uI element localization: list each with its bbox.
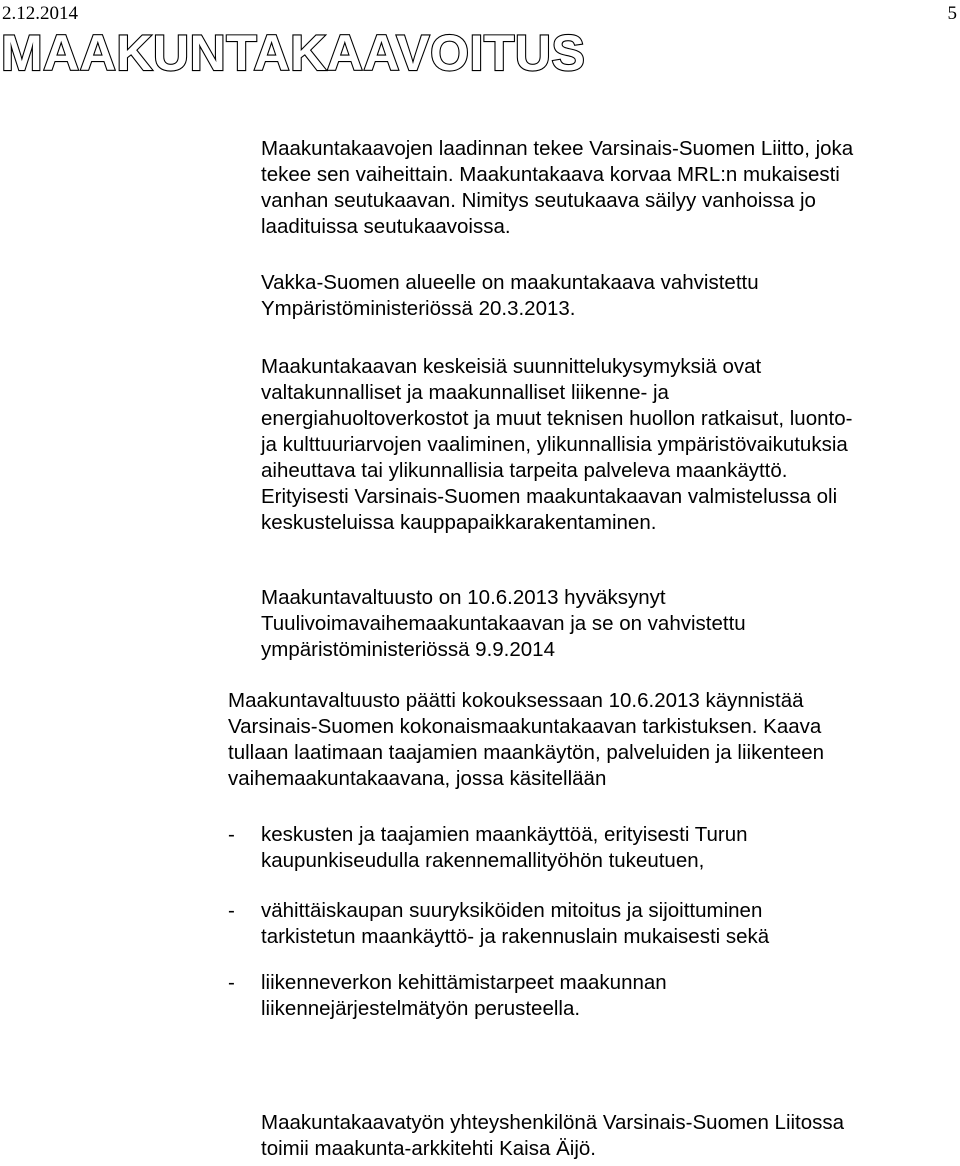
text-line: Varsinais-Suomen kokonaismaakuntakaavan tarkistuksen. Kaava (228, 715, 822, 738)
text-line: ympäristöministeriössä 9.9.2014 (261, 638, 555, 661)
text-line: laadituissa seutukaavoissa. (261, 215, 511, 238)
text-line: kaupunkiseudulla rakennemallityöhön tukeutuen, (261, 849, 705, 872)
text-line: energiahuoltoverkostot ja muut teknisen huollon ratkaisut, luonto- (261, 407, 853, 430)
text-line: vanhan seutukaavan. Nimitys seutukaava säilyy vanhoissa jo (261, 189, 816, 212)
text-line: valtakunnalliset ja maakunnalliset liikenne- ja (261, 381, 669, 404)
text-line: toimii maakunta-arkkitehti Kaisa Äijö. (261, 1137, 596, 1160)
page-number: 5 (947, 3, 957, 24)
text-line: keskusteluissa kauppapaikkarakentaminen. (261, 511, 657, 534)
text-line: tekee sen vaiheittain. Maakuntakaava korvaa MRL:n mukaisesti (261, 163, 840, 186)
text-line: aiheuttava tai ylikunnallisia tarpeita palveleva maankäyttö. (261, 459, 788, 482)
page-title: MAAKUNTAKAAVOITUS (1, 25, 586, 81)
paragraph-contact-person (261, 1110, 844, 1162)
paragraph-wind-power-plan (261, 585, 746, 663)
text-line: liikenneverkon kehittämistarpeet maakunnan (261, 971, 667, 994)
bullet-dash: - (228, 899, 235, 922)
text-line: Tuulivoimavaihemaakuntakaavan ja se on vahvistettu (261, 612, 746, 635)
text-line: Vakka-Suomen alueelle on maakuntakaava vahvistettu (261, 271, 759, 294)
paragraph-plan-revision (228, 688, 824, 792)
text-line: Maakuntavaltuusto on 10.6.2013 hyväksynyt (261, 586, 666, 609)
text-line: Maakuntakaavan keskeisiä suunnittelukysymyksiä ovat (261, 355, 762, 378)
bullet-dash: - (228, 971, 235, 994)
text-line: Maakuntakaavatyön yhteyshenkilönä Varsinais-Suomen Liitossa (261, 1111, 845, 1134)
text-line: Maakuntakaavojen laadinnan tekee Varsinais-Suomen Liitto, joka (261, 137, 854, 160)
text-line: Ympäristöministeriössä 20.3.2013. (261, 297, 576, 320)
header-date: 2.12.2014 (2, 3, 78, 24)
bullet-dash: - (228, 823, 235, 846)
paragraph-vakka-suomi (261, 270, 759, 322)
paragraph-key-planning-issues (261, 354, 852, 536)
text-line: vaihemaakuntakaavana, jossa käsitellään (228, 767, 607, 790)
paragraph-regional-plan-intro (261, 136, 853, 240)
text-line: vähittäiskaupan suuryksiköiden mitoitus ja sijoittuminen (261, 899, 763, 922)
text-line: tarkistetun maankäyttö- ja rakennuslain mukaisesti sekä (261, 925, 770, 948)
text-line: liikennejärjestelmätyön perusteella. (261, 997, 581, 1020)
text-line: tullaan laatimaan taajamien maankäytön, palveluiden ja liikenteen (228, 741, 825, 764)
text-line: Erityisesti Varsinais-Suomen maakuntakaavan valmistelussa oli (261, 485, 838, 508)
text-line: ja kulttuuriarvojen vaaliminen, ylikunnallisia ympäristövaikutuksia (261, 433, 848, 456)
text-line: Maakuntavaltuusto päätti kokouksessaan 10.6.2013 käynnistää (228, 689, 804, 712)
text-line: keskusten ja taajamien maankäyttöä, erityisesti Turun (261, 823, 748, 846)
